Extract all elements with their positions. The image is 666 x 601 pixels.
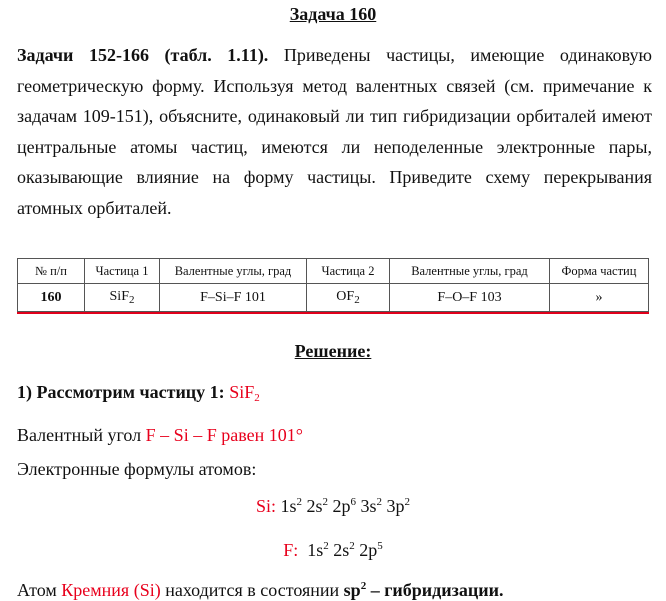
red-underline <box>17 312 649 314</box>
cell-shape: » <box>550 284 649 312</box>
si-orbital: $2s^2$ <box>306 496 329 516</box>
header-shape: Форма частиц <box>550 259 649 284</box>
f-label: F: <box>283 540 299 560</box>
electron-formulas-label: Электронные формулы атомов: <box>17 459 257 479</box>
cell-particle-1: SiF$_2$ <box>85 284 160 312</box>
si-orbital: $1s^2$ <box>280 496 302 516</box>
header-particle-1: Частица 1 <box>85 259 160 284</box>
cell-angle-1: F–Si–F 101 <box>160 284 307 312</box>
f-formula <box>0 540 666 561</box>
si-orbital: $3s^2$ <box>360 496 383 516</box>
table-header-row <box>18 259 649 284</box>
header-angles-1: Валентные углы, град <box>160 259 307 284</box>
task-title: Задача 160 <box>289 4 377 24</box>
hybridization-line: Атом Кремния (Si) находится в состоянии $sp^2$ – гибридизации. <box>17 580 504 600</box>
solution-heading: Решение: <box>294 341 372 361</box>
f-orbital: $2s^2$ <box>333 540 355 560</box>
angle-value: F – Si – F равен 101° <box>145 425 303 445</box>
hybridization-type: $sp^2$ – гибридизации. <box>343 580 504 600</box>
si-orbital: $3p^2$ <box>386 496 411 516</box>
step-1-particle: SiF$_2$ <box>229 382 260 404</box>
si-orbital: $2p^6$ <box>332 496 357 516</box>
table-row <box>18 284 649 312</box>
si-formula <box>0 496 666 517</box>
task-reference: Задачи 152-166 (табл. 1.11). <box>17 45 269 65</box>
header-angles-2: Валентные углы, град <box>390 259 550 284</box>
f-orbital: $2p^5$ <box>359 540 383 560</box>
si-label: Si: <box>255 496 276 516</box>
f-orbital: $1s^2$ <box>307 540 329 560</box>
header-num: № п/п <box>18 259 85 284</box>
angle-line: Валентный угол F – Si – F равен 101° <box>17 425 303 445</box>
element-name: Кремния (Si) <box>61 580 161 600</box>
header-particle-2: Частица 2 <box>307 259 390 284</box>
cell-num: 160 <box>18 284 85 312</box>
data-table <box>17 258 649 312</box>
cell-particle-2: $OF_2$ <box>307 284 390 312</box>
task-statement <box>17 40 652 223</box>
step-1-heading: 1) Рассмотрим частицу 1: SiF$_2$ <box>17 382 260 404</box>
cell-angle-2: F–O–F 103 <box>390 284 550 312</box>
task-text: Приведены частицы, имеющие одинаковую геометрическую форму. Используя метод валентных связей (см. примечание к задачам 109-151), объясните, одинаковый ли тип гибридизации орбиталей имеют центральные атомы частиц, имеются ли неподеленные электронные пары, оказывающие влияние на форму частицы. Приведите схему перекрывания атомных орбиталей. <box>17 45 652 218</box>
